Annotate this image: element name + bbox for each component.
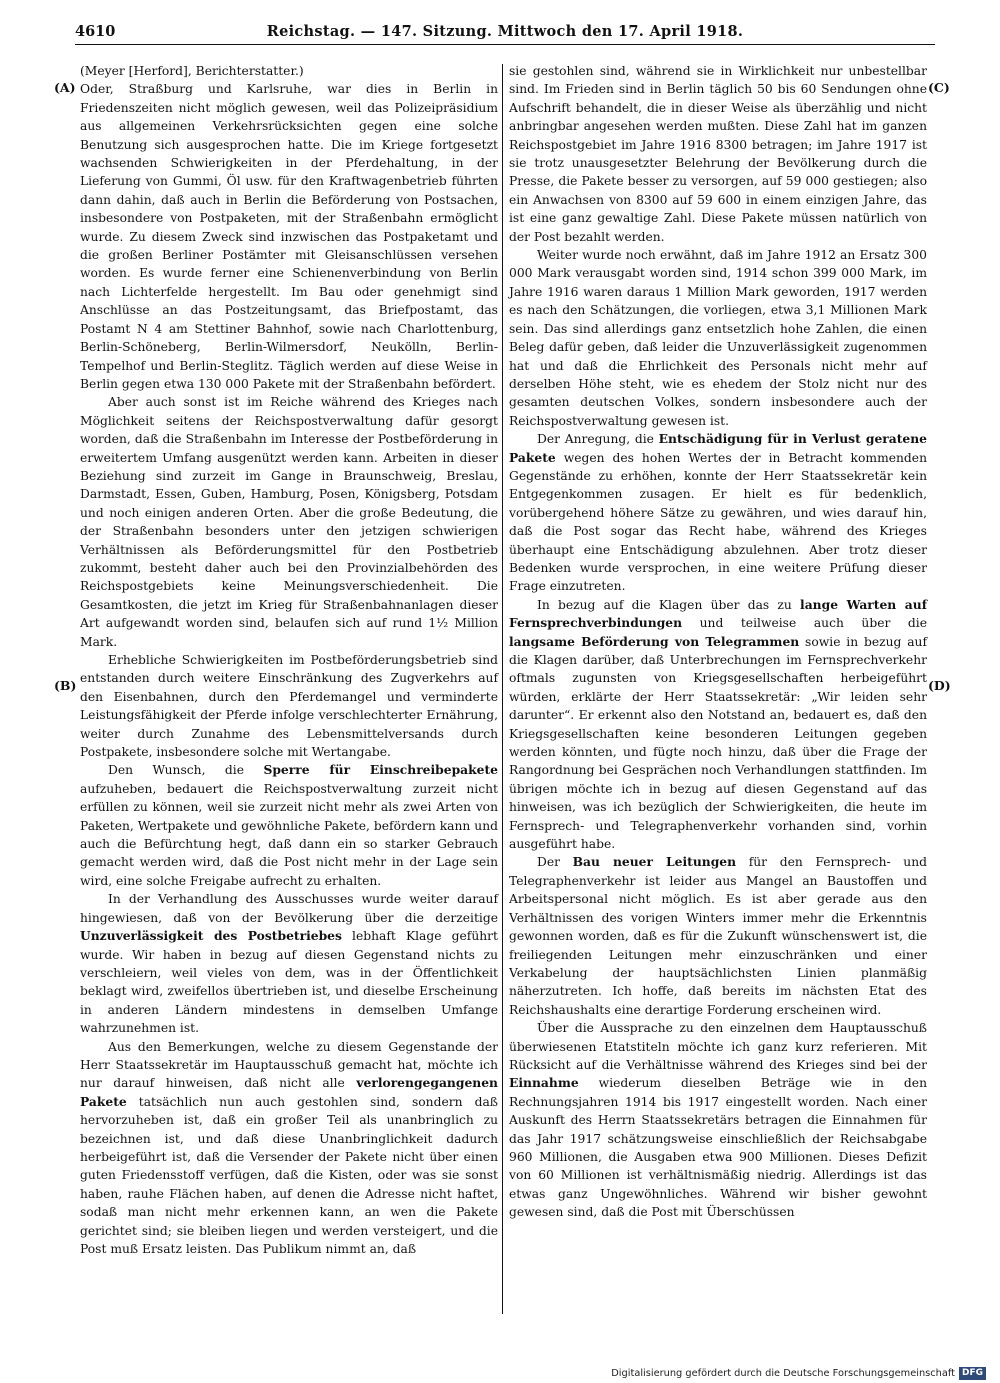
- emphasis: langsame Beförderung von Telegrammen: [509, 633, 800, 649]
- emphasis: verlorengegangenen Pakete: [80, 1075, 498, 1109]
- left-column: [80, 62, 498, 1258]
- margin-marker-d: (D): [928, 678, 951, 693]
- emphasis: Sperre für Einschreibepakete: [263, 762, 499, 778]
- dfg-logo: DFG: [959, 1367, 986, 1380]
- page-number: 4610: [75, 23, 116, 40]
- paragraph: Der Anregung, die Entschädigung für in Verlust geratene Pakete wegen des hohen Wertes der in Betracht kommenden Gegenstände zu erhöhen, konnte der Herr Staatssekretär kein Entgegenkommen zusagen. Er hielt es für bedenklich, vorübergehend höhere Sätze zu gewähren, und wies darauf hin, daß die Post sogar das Recht habe, während des Krieges überhaupt eine Entschädigung abzulehnen. Aber trotz dieser Bedenken wurde versprochen, in eine weitere Prüfung dieser Frage einzutreten.: [509, 431, 927, 594]
- margin-marker-a: (A): [54, 80, 76, 95]
- paragraph: Oder, Straßburg und Karlsruhe, war dies in Berlin in Friedenszeiten nicht möglich gewesen, weil das Polizeipräsidium aus allgemeinen Verkehrsrücksichten gegen eine solche Benutzung sich ausgesprochen hatte. Die im Kriege fortgesetzt wachsenden Schwierigkeiten in der Pferdehaltung, in der Lieferung von Gummi, Öl usw. für den Kraftwagenbetrieb führten dann dahin, daß auch in Berlin die Beförderung von Postsachen, insbesondere von Postpaketen, mit der Straßenbahn ermöglicht wurde. Zu diesem Zweck sind inzwischen das Postpaketamt und die großen Berliner Postämter mit Gleisanschlüssen versehen worden. Es wurde ferner eine Schienenverbindung von Berlin nach Lichterfelde hergestellt. Im Bau oder genehmigt sind Anschlüsse an das Postzeitungsamt, das Briefpostamt, das Postamt N 4 am Stettiner Bahnhof, sowie nach Charlottenburg, Berlin-Schöneberg, Berlin-Wilmersdorf, Neukölln, Berlin-Tempelhof und Berlin-Steglitz. Täglich werden auf diese Weise in Berlin gegen etwa 130 000 Pakete mit der Straßenbahn befördert.: [80, 82, 498, 391]
- emphasis: Unzuverlässigkeit des Postbetriebes: [80, 928, 342, 944]
- emphasis: Entschädigung für in Verlust geratene Pakete: [509, 431, 927, 465]
- digitization-credit: [596, 1366, 986, 1382]
- paragraph: Aus den Bemerkungen, welche zu diesem Gegenstande der Herr Staatssekretär im Hauptausschuß gemacht hat, möchte ich nur darauf hinweisen, daß nicht alle verlorengegangenen Pakete tatsächlich nun auch gestohlen sind, sondern daß hervorzuheben ist, daß ein großer Teil als unanbringlich zu bezeichnen ist, und daß diese Unanbringlichkeit dadurch herbeigeführt ist, daß die Versender der Pakete nicht über einen guten Friedensstoff verfügen, daß die Kisten, oder was sie sonst haben, rauhe Flächen haben, auf denen die Adresse nicht haftet, sodaß man nicht mehr erkennen kann, an wen die Pakete gerichtet sind; sie bleiben liegen und werden versteigert, und die Post muß Ersatz leisten. Das Publikum nimmt an, daß: [80, 1039, 498, 1256]
- emphasis: Bau neuer Leitungen: [572, 854, 737, 870]
- right-column: [509, 62, 927, 1222]
- paragraph: sie gestohlen sind, während sie in Wirklichkeit nur unbestellbar sind. Im Frieden sind in Berlin täglich 50 bis 60 Sendungen ohne Aufschrift behandelt, die in dieser Weise als überzählig und nicht anbringbar angesehen werden mußten. Diese Zahl hat im ganzen Reichspostgebiet im Jahre 1916 8300 betragen; im Jahre 1917 ist sie trotz unausgesetzter Belehrung der Bevölkerung durch die Presse, die Pakete besser zu versorgen, auf 59 000 gestiegen; also ein Anwachsen von 8300 auf 59 600 in einem einzigen Jahre, das ist eine ganz gewaltige Zahl. Diese Pakete müssen natürlich von der Post bezahlt werden.: [509, 64, 927, 244]
- paragraph: Über die Aussprache zu den einzelnen dem Hauptausschuß überwiesenen Etatstiteln möchte ich ganz kurz referieren. Mit Rücksicht auf die Verhältnisse während des Krieges sind bei der Einnahme wiederum dieselben Beträge wie in den Rechnungsjahren 1914 bis 1917 eingestellt worden. Nach einer Auskunft des Herrn Staatssekretärs betragen die Einnahmen für das Jahr 1917 schätzungsweise einschließlich der Reichsabgabe 960 Millionen, die Ausgaben etwa 900 Millionen. Dieses Defizit von 60 Millionen ist verhältnismäßig niedrig. Allerdings ist das etwas ganz Ungewöhnliches. Während wir bisher gewohnt gewesen sind, daß die Post mit Überschüssen: [509, 1021, 927, 1220]
- margin-marker-c: (C): [928, 80, 950, 95]
- paragraph: In der Verhandlung des Ausschusses wurde weiter darauf hingewiesen, daß von der Bevölkerung über die derzeitige Unzuverlässigkeit des Postbetriebes lebhaft Klage geführt wurde. Wir haben in bezug auf diesen Gegenstand nichts zu verschleiern, weil vieles von dem, was in der Öffentlichkeit beklagt wird, zweifellos übertrieben ist, und dieselbe Erscheinung in anderen Ländern mindestens in demselben Umfange wahrzunehmen ist.: [80, 892, 498, 1036]
- column-divider: [502, 64, 503, 1314]
- paragraph: Erhebliche Schwierigkeiten im Postbeförderungsbetrieb sind entstanden durch weitere Einschränkung des Zugverkehrs auf den Eisenbahnen, durch den Pferdemangel und verminderte Leistungsfähigkeit der Pferde infolge verschlechterter Ernährung, weiter durch Zunahme des Lebensmittelversands durch Postpakete, insbesondere solche mit Wertangabe.: [80, 653, 498, 760]
- running-title: Reichstag. — 147. Sitzung. Mittwoch den 17. April 1918.: [266, 23, 744, 40]
- paragraph: Der Bau neuer Leitungen für den Fernsprech- und Telegraphenverkehr ist leider aus Mangel an Baustoffen und Arbeitspersonal nicht möglich. Es ist aber gerade aus den Verhältnissen des vorigen Winters immer mehr die Erkenntnis gewonnen worden, daß es für die Zukunft wünschenswert ist, die freiliegenden Leitungen mehr einzuschränken und einer Verkabelung der hauptsächlichsten Linien planmäßig näherzutreten. Ich hoffe, daß bereits im nächsten Etat des Reichshaushalts eine derartige Forderung erscheinen wird.: [509, 854, 927, 1017]
- header-rule: [75, 44, 935, 45]
- speaker-label: (Meyer [Herford], Berichterstatter.): [80, 64, 304, 78]
- emphasis: Einnahme: [509, 1075, 579, 1091]
- paragraph: Weiter wurde noch erwähnt, daß im Jahre 1912 an Ersatz 300 000 Mark verausgabt worden sind, 1914 schon 399 000 Mark, im Jahre 1916 waren daraus 1 Million Mark geworden, 1917 werden es nach den Schätzungen, die vorliegen, etwa 3,1 Millionen Mark sein. Das sind allerdings ganz entsetzlich hohe Zahlen, die einen Beleg dafür geben, daß leider die Unzuverlässigkeit zugenommen hat und daß die Ehrlichkeit des Personals nicht mehr auf derselben Höhe steht, wie es ehedem der Stolz nicht nur des gesamten deutschen Volkes, sondern insbesondere auch der Reichspostverwaltung gewesen ist.: [509, 248, 927, 428]
- page-header: [75, 22, 935, 42]
- paragraph: Aber auch sonst ist im Reiche während des Krieges nach Möglichkeit seitens der Reichspostverwaltung dafür gesorgt worden, daß die Straßenbahn im Interesse der Postbeförderung in erweitertem Umfang ausgenützt werden kann. Arbeiten in dieser Beziehung sind zurzeit im Gange in Braunschweig, Breslau, Darmstadt, Essen, Guben, Hamburg, Posen, Königsberg, Potsdam und noch einigen anderen Orten. Aber die große Bedeutung, die der Straßenbahn besonders unter den jetzigen schwierigen Verhältnissen als Beförderungsmittel für den Postbetrieb zukommt, besteht daher auch bei den Provinzialbehörden des Reichspostgebiets keine Meinungsverschiedenheit. Die Gesamtkosten, die jetzt im Krieg für Straßenbahnanlagen dieser Art aufgewandt worden sind, belaufen sich auf rund 1½ Million Mark.: [80, 395, 498, 649]
- paragraph: In bezug auf die Klagen über das zu lange Warten auf Fernsprechverbindungen und teilweise auch über die langsame Beförderung von Telegrammen sowie in bezug auf die Klagen darüber, daß Unterbrechungen im Fernsprechverkehr oftmals zugunsten von Kriegsgesellschaften herbeigeführt würden, erklärte der Herr Staatssekretär: „Wir leiden sehr darunter“. Er erkennt also den Notstand an, bedauert es, daß den Kriegsgesellschaften keine besonderen Leitungen gegeben werden könnten, und fügte noch hinzu, daß über die Frage der Rangordnung bei Gesprächen noch Verhandlungen stattfinden. Im übrigen möchte ich in bezug auf diesen Gegenstand auf das hinweisen, was ich bezüglich der Schwierigkeiten, die heute im Fernsprech- und Telegraphenverkehr vorhanden sind, vorhin ausgeführt habe.: [509, 596, 927, 852]
- emphasis: lange Warten auf Fernsprechverbindungen: [509, 596, 927, 631]
- credit-text: Digitalisierung gefördert durch die Deutsche Forschungsgemeinschaft: [611, 1368, 955, 1379]
- paragraph: Den Wunsch, die Sperre für Einschreibepakete aufzuheben, bedauert die Reichspostverwaltung zurzeit nicht erfüllen zu können, weil sie zurzeit nicht mehr als zwei Arten von Paketen, Wertpakete und gewöhnliche Pakete, befördern kann und auch die Befürchtung hegt, daß dann ein so starker Gebrauch gemacht werden wird, daß die Post nicht mehr in der Lage sein wird, eine solche Freigabe aufrecht zu erhalten.: [80, 762, 499, 888]
- margin-marker-b: (B): [54, 678, 77, 693]
